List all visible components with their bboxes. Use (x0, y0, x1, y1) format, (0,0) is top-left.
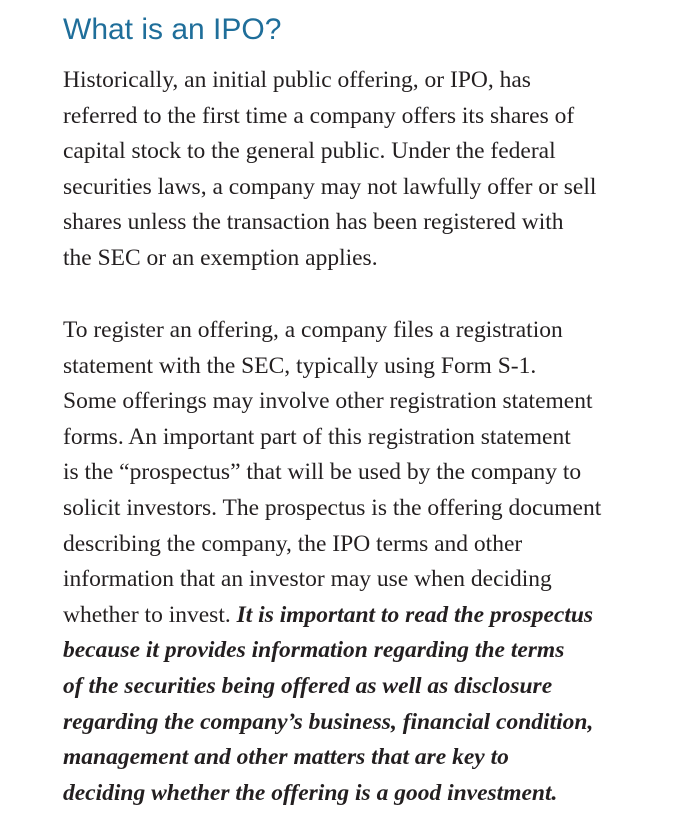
text-line (63, 491, 601, 527)
line-text: whether to invest. (63, 601, 237, 628)
text-line: Historically, an initial public offering, or IPO, has (63, 67, 531, 93)
text-line (63, 349, 601, 385)
text-line (63, 420, 601, 456)
text-line (63, 455, 601, 491)
text-line: referred to the first time a company offers its shares of (63, 102, 575, 129)
line-text: information that an investor may use when deciding (63, 566, 552, 593)
line-text: statement with the SEC, typically using Form S-1. (63, 352, 537, 379)
emphasis-line: regarding the company’s business, financial condition, (63, 708, 594, 735)
text-line: the SEC or an exemption applies. (63, 244, 378, 271)
text-line (63, 527, 601, 563)
line-text: Some offerings may involve other registration statement (63, 388, 593, 415)
text-line: capital stock to the general public. Under the federal (63, 138, 556, 165)
text-line (63, 598, 601, 634)
line-text: To register an offering, a company files a registration (63, 317, 563, 343)
line-text: solicit investors. The prospectus is the offering document (63, 494, 602, 521)
line-text: is the “prospectus” that will be used by the company to (63, 459, 582, 486)
paragraph-registration (63, 313, 601, 811)
emphasis-line: of the securities being offered as well as disclosure (63, 672, 553, 699)
line-text: describing the company, the IPO terms and other (63, 530, 523, 557)
emphasis-line: management and other matters that are key to (63, 744, 509, 771)
text-line (63, 313, 601, 349)
emphasis-text: It is important to read the prospectus (236, 601, 594, 628)
emphasis-line: because it provides information regarding the terms (63, 637, 565, 664)
text-line: shares unless the transaction has been registered with (63, 209, 564, 236)
text-line: securities laws, a company may not lawfully offer or sell (63, 173, 597, 200)
text-line (63, 562, 601, 598)
section-heading: What is an IPO? (63, 13, 282, 46)
text-line (63, 384, 601, 420)
emphasis-line: deciding whether the offering is a good investment. (63, 779, 558, 806)
paragraph-ipo-definition (63, 63, 596, 277)
line-text: forms. An important part of this registration statement (63, 423, 571, 450)
